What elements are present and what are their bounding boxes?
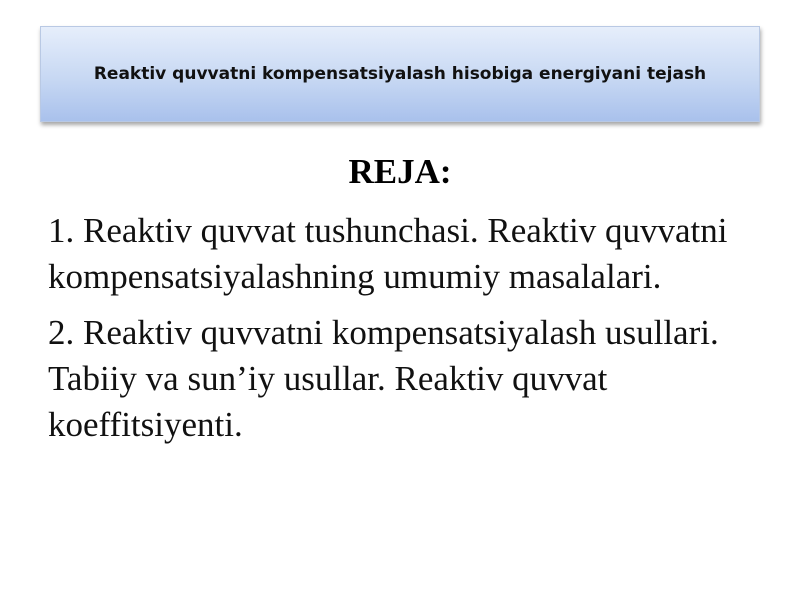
plan-heading: REJA: [348, 152, 452, 191]
plan-list [48, 208, 768, 458]
slide-title: Reaktiv quvvatni kompensatsiyalash hisobiga energiyani tejash [93, 64, 707, 84]
plan-item-1: 1. Reaktiv quvvat tushunchasi. Reaktiv quvvatni kompensatsiyalashning umumiy masalalari. [48, 211, 728, 296]
plan-item-2: 2. Reaktiv quvvatni kompensatsiyalash usullari. Tabiiy va sun’iy usullar. Reaktiv quvvat koeffitsiyenti. [48, 313, 719, 444]
title-box [40, 26, 760, 122]
